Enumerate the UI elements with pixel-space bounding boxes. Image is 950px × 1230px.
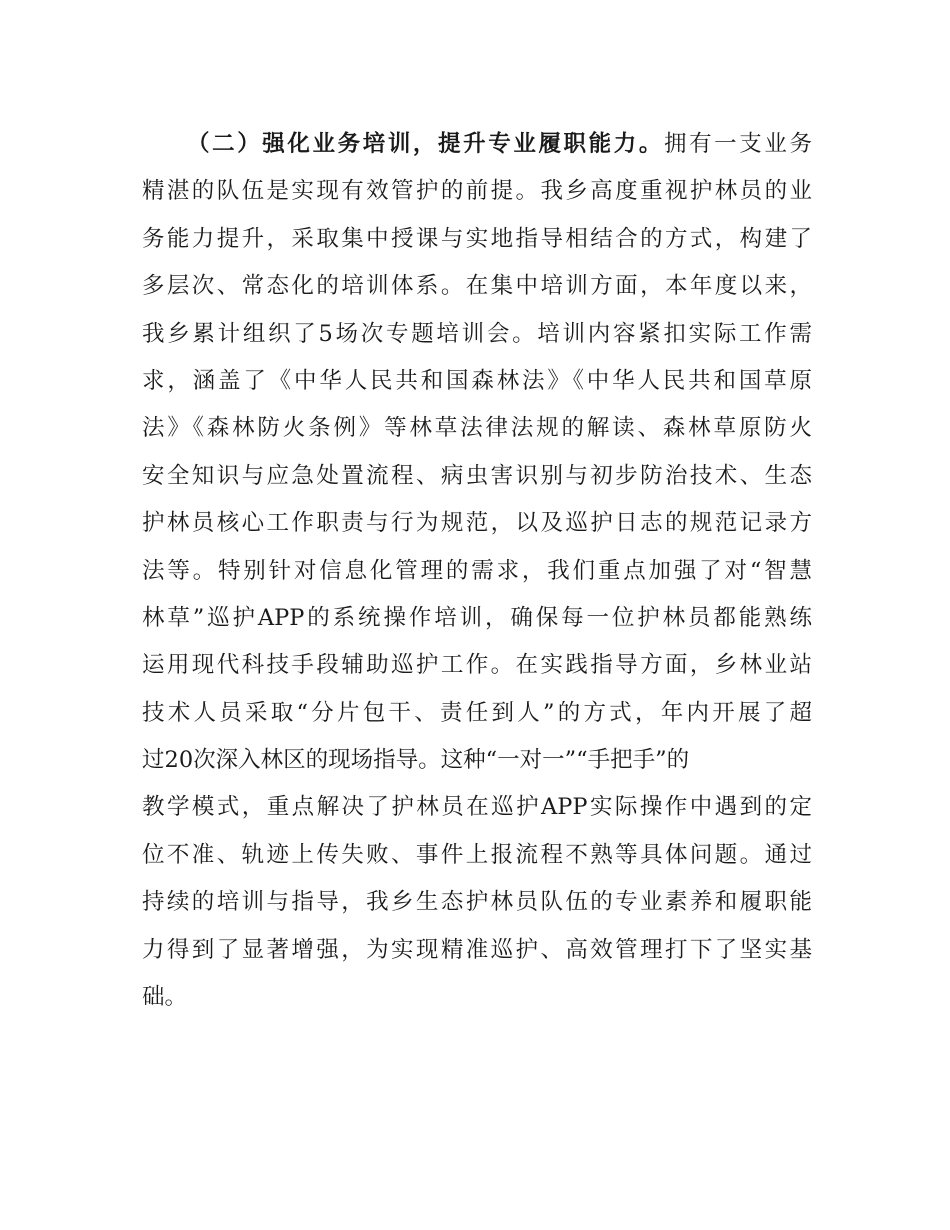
paragraph-line: 护林员核心工作职责与行为规范，以及巡护日志的规范记录方 — [142, 510, 812, 537]
paragraph-line: 求，涵盖了《中华人民共和国森林法》《中华人民共和国草原 — [142, 367, 812, 394]
paragraph-line: 技术人员采取“分片包干、责任到人”的方式，年内开展了超 — [142, 699, 812, 726]
paragraph-line-1 — [142, 121, 812, 168]
paragraph-line: 林草”巡护APP的系统操作培训，确保每一位护林员都能熟练 — [142, 604, 812, 631]
paragraph-line: 教学模式，重点解决了护林员在巡护APP实际操作中遇到的定 — [142, 794, 812, 821]
section-heading: （二）强化业务培训，提升专业履职能力。 — [187, 131, 664, 157]
paragraph-line: 运用现代科技手段辅助巡护工作。在实践指导方面，乡林业站 — [142, 652, 812, 679]
paragraph-line: 法等。特别针对信息化管理的需求，我们重点加强了对“智慧 — [142, 557, 812, 584]
paragraph-line: 持续的培训与指导，我乡生态护林员队伍的专业素养和履职能 — [142, 889, 812, 916]
paragraph-line: 多层次、常态化的培训体系。在集中培训方面，本年度以来， — [142, 273, 812, 300]
body-paragraph — [142, 121, 812, 1021]
first-line-text: 拥有一支业务 — [663, 131, 812, 157]
paragraph-line: 过20次深入林区的现场指导。这种“一对一”“手把手”的 — [142, 747, 690, 774]
paragraph-line: 法》《森林防火条例》等林草法律法规的解读、森林草原防火 — [142, 415, 812, 442]
paragraph-line: 安全知识与应急处置流程、病虫害识别与初步防治技术、生态 — [142, 462, 812, 489]
paragraph-line: 精湛的队伍是实现有效管护的前提。我乡高度重视护林员的业 — [142, 178, 812, 205]
paragraph-line-last: 础。 — [142, 984, 188, 1011]
paragraph-line: 务能力提升，采取集中授课与实地指导相结合的方式，构建了 — [142, 225, 812, 252]
paragraph-line: 力得到了显著增强，为实现精准巡护、高效管理打下了坚实基 — [142, 936, 812, 963]
paragraph-line: 位不准、轨迹上传失败、事件上报流程不熟等具体问题。通过 — [142, 841, 812, 868]
paragraph-line: 我乡累计组织了5场次专题培训会。培训内容紧扣实际工作需 — [142, 320, 812, 347]
